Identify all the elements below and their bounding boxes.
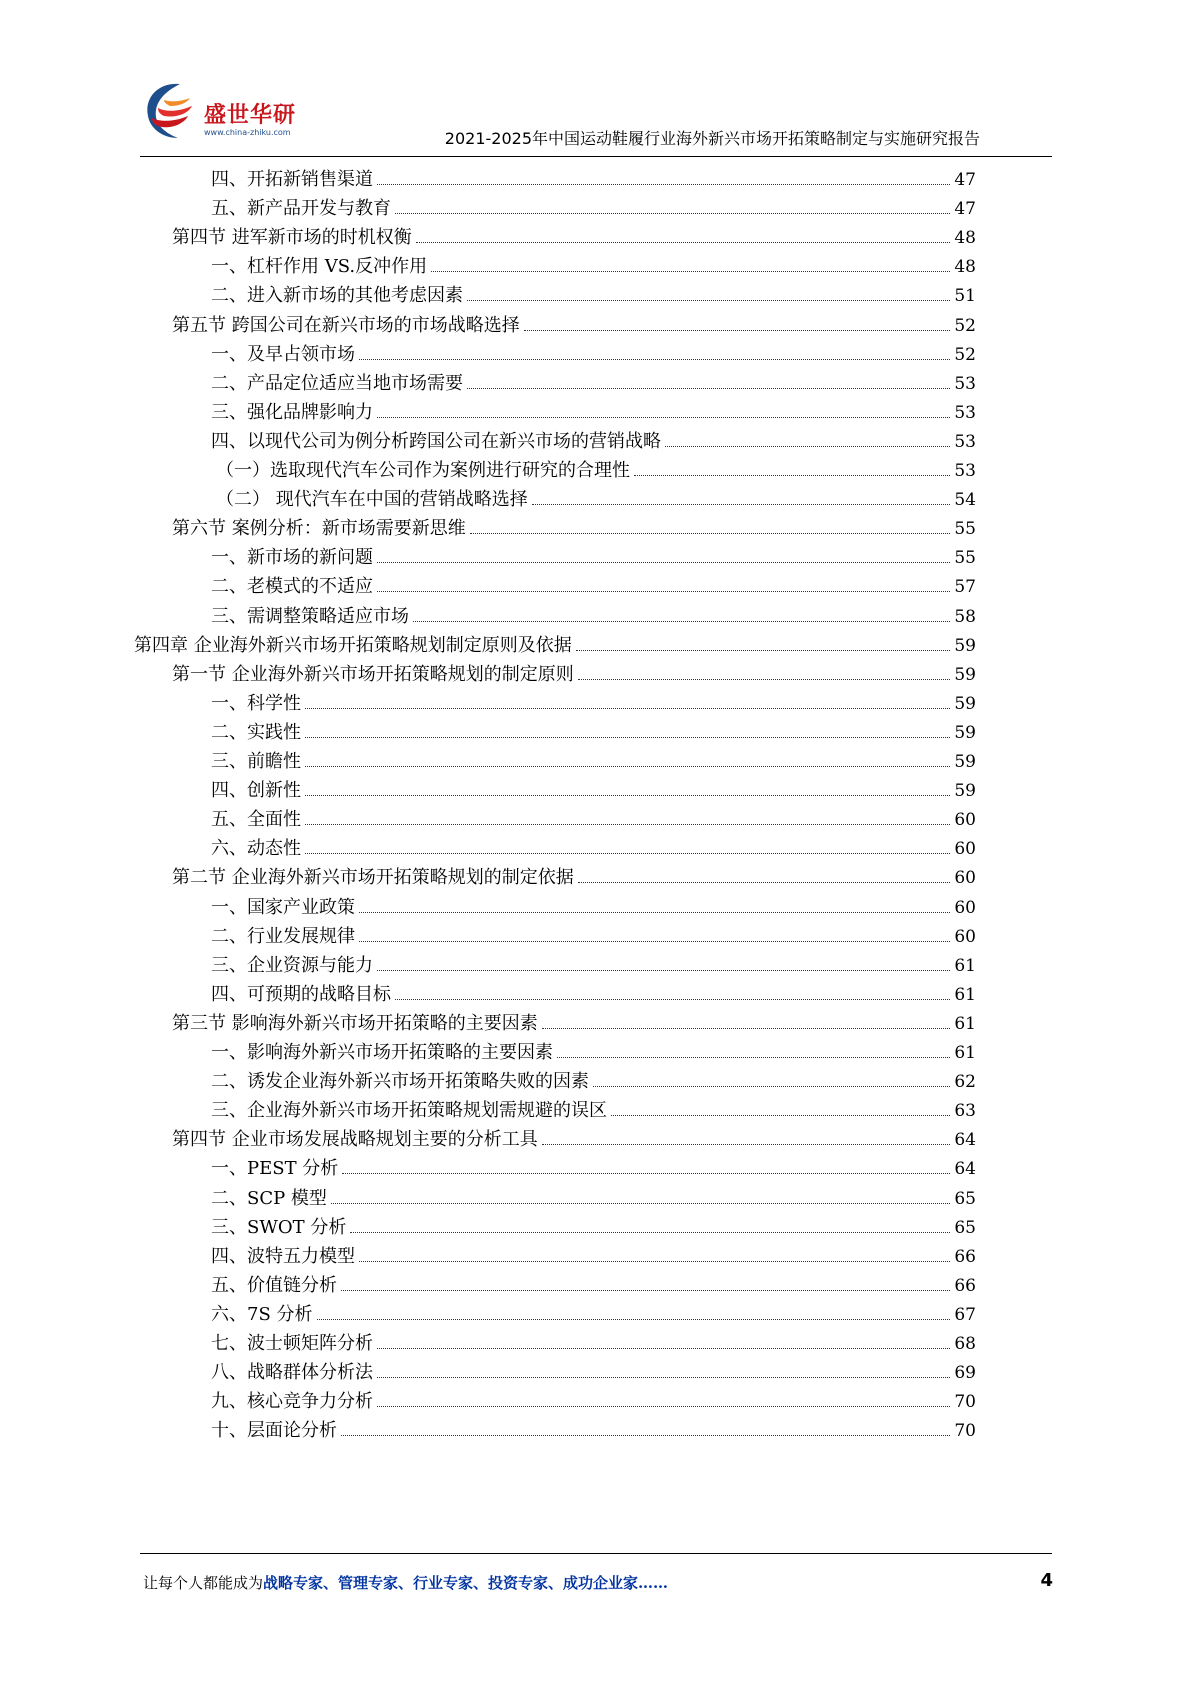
footer-divider xyxy=(140,1553,1052,1554)
toc-leader-dots xyxy=(431,271,950,272)
toc-entry[interactable] xyxy=(211,1033,976,1064)
toc-entry[interactable] xyxy=(211,276,976,307)
toc-entry-page: 47 xyxy=(954,170,976,190)
toc-leader-dots xyxy=(542,1028,951,1029)
toc-entry-page: 59 xyxy=(954,752,976,772)
toc-leader-dots xyxy=(359,1261,950,1262)
toc-entry[interactable] xyxy=(211,684,976,715)
toc-entry-label: 二、老模式的不适应 xyxy=(211,576,373,598)
toc-entry-page: 59 xyxy=(954,635,976,656)
toc-entry-label: 六、动态性 xyxy=(211,838,301,860)
toc-entry[interactable] xyxy=(216,451,976,482)
toc-leader-dots xyxy=(532,504,951,505)
toc-leader-dots xyxy=(305,766,950,767)
toc-entry-label: 第五节 跨国公司在新兴市场的市场战略选择 xyxy=(172,314,520,336)
toc-entry-label: 三、强化品牌影响力 xyxy=(211,401,373,423)
toc-leader-dots xyxy=(576,650,951,651)
toc-entry-label: 二、产品定位适应当地市场需要 xyxy=(211,372,463,394)
toc-entry-label: 四、开拓新销售渠道 xyxy=(211,169,373,190)
toc-entry[interactable] xyxy=(211,1208,976,1239)
toc-leader-dots xyxy=(359,941,950,942)
toc-entry[interactable] xyxy=(211,160,976,191)
toc-leader-dots xyxy=(377,970,950,971)
toc-entry[interactable] xyxy=(211,538,976,569)
toc-leader-dots xyxy=(665,446,950,447)
toc-entry[interactable] xyxy=(211,597,976,628)
toc-entry-label: 第一节 企业海外新兴市场开拓策略规划的制定原则 xyxy=(172,663,574,685)
toc-entry-label: 一、杠杆作用 VS.反冲作用 xyxy=(211,256,428,278)
toc-entry[interactable] xyxy=(211,917,976,948)
toc-leader-dots xyxy=(377,1377,950,1378)
toc-entry[interactable] xyxy=(211,742,976,773)
toc-entry-page: 55 xyxy=(954,519,976,540)
toc-entry[interactable] xyxy=(134,626,976,657)
toc-entry[interactable] xyxy=(211,1411,976,1442)
toc-entry-page: 70 xyxy=(954,1421,976,1442)
toc-entry-label: （二） 现代汽车在中国的营销战略选择 xyxy=(216,489,528,511)
toc-entry-page: 48 xyxy=(954,228,976,249)
toc-entry-page: 53 xyxy=(954,461,976,481)
toc-entry-label: 二、诱发企业海外新兴市场开拓策略失败的因素 xyxy=(211,1071,589,1093)
toc-entry-page: 59 xyxy=(954,722,976,743)
toc-entry-label: 第四章 企业海外新兴市场开拓策略规划制定原则及依据 xyxy=(134,634,572,656)
page-header xyxy=(140,78,1052,150)
toc-entry-label: 五、全面性 xyxy=(211,809,301,831)
toc-entry-label: 第六节 案例分析：新市场需要新思维 xyxy=(172,518,466,540)
toc-entry-page: 55 xyxy=(954,548,976,569)
toc-entry-page: 57 xyxy=(954,577,976,598)
toc-entry-label: 二、行业发展规律 xyxy=(211,925,355,947)
toc-entry[interactable] xyxy=(211,1237,976,1268)
toc-entry-page: 60 xyxy=(954,810,976,831)
toc-entry-label: 四、以现代公司为例分析跨国公司在新兴市场的营销战略 xyxy=(211,430,661,452)
toc-leader-dots xyxy=(341,1435,950,1436)
toc-entry-page: 53 xyxy=(954,431,976,452)
toc-entry[interactable] xyxy=(211,1266,976,1297)
toc-entry-label: 七、波士顿矩阵分析 xyxy=(211,1333,373,1354)
toc-entry-page: 59 xyxy=(954,693,976,714)
toc-entry-page: 61 xyxy=(954,955,976,976)
toc-entry-label: 四、创新性 xyxy=(211,780,301,802)
toc-leader-dots xyxy=(377,1406,950,1407)
toc-entry-page: 65 xyxy=(954,1188,976,1209)
toc-entry-label: 一、新市场的新问题 xyxy=(211,547,373,569)
toc-entry[interactable] xyxy=(172,1004,976,1035)
toc-entry-label: 四、波特五力模型 xyxy=(211,1245,355,1267)
toc-entry-page: 52 xyxy=(954,315,976,336)
toc-leader-dots xyxy=(470,533,951,534)
toc-entry[interactable] xyxy=(211,1062,976,1093)
toc-entry-label: 三、企业资源与能力 xyxy=(211,954,373,976)
toc-entry[interactable] xyxy=(211,247,976,278)
toc-entry-label: 一、科学性 xyxy=(211,692,301,714)
toc-entry-page: 68 xyxy=(954,1334,976,1354)
toc-leader-dots xyxy=(350,1232,950,1233)
toc-entry[interactable] xyxy=(211,946,976,977)
toc-leader-dots xyxy=(524,330,951,331)
toc-entry-label: 第二节 企业海外新兴市场开拓策略规划的制定依据 xyxy=(172,867,574,889)
toc-entry-page: 51 xyxy=(954,286,976,307)
toc-entry-page: 60 xyxy=(954,868,976,889)
slogan-highlight: 战略专家、管理专家、行业专家、投资专家、成功企业家…… xyxy=(263,1574,669,1592)
toc-entry-label: 二、进入新市场的其他考虑因素 xyxy=(211,285,463,307)
toc-entry[interactable] xyxy=(211,422,976,453)
toc-entry-label: 九、核心竞争力分析 xyxy=(211,1391,373,1413)
toc-entry-page: 53 xyxy=(954,402,976,423)
toc-leader-dots xyxy=(467,300,950,301)
toc-leader-dots xyxy=(578,679,951,680)
page-number: 4 xyxy=(1040,1570,1053,1591)
toc-leader-dots xyxy=(542,1144,951,1145)
toc-entry-label: 三、企业海外新兴市场开拓策略规划需规避的误区 xyxy=(211,1100,607,1122)
toc-entry-page: 52 xyxy=(954,344,976,365)
toc-leader-dots xyxy=(377,562,950,563)
toc-entry-page: 54 xyxy=(954,490,976,511)
toc-entry[interactable] xyxy=(211,713,976,744)
toc-entry-label: 三、需调整策略适应市场 xyxy=(211,605,409,627)
toc-entry-page: 63 xyxy=(954,1101,976,1122)
toc-entry[interactable] xyxy=(211,567,976,598)
toc-entry-page: 58 xyxy=(954,606,976,627)
toc-leader-dots xyxy=(611,1115,950,1116)
toc-entry-page: 61 xyxy=(954,1043,976,1063)
toc-entry[interactable] xyxy=(216,480,976,511)
toc-leader-dots xyxy=(416,242,951,243)
toc-entry-label: 一、国家产业政策 xyxy=(211,896,355,918)
toc-entry-page: 61 xyxy=(954,984,976,1005)
toc-entry[interactable] xyxy=(211,829,976,860)
toc-entry[interactable] xyxy=(172,1120,976,1151)
toc-entry[interactable] xyxy=(211,189,976,220)
toc-entry[interactable] xyxy=(211,1382,976,1413)
toc-entry-label: 五、新产品开发与教育 xyxy=(211,198,391,220)
company-logo xyxy=(140,78,310,144)
toc-entry[interactable] xyxy=(211,975,976,1006)
toc-entry-page: 60 xyxy=(954,926,976,947)
toc-entry-page: 70 xyxy=(954,1392,976,1413)
toc-entry-label: 三、前瞻性 xyxy=(211,751,301,772)
toc-entry-label: 二、实践性 xyxy=(211,721,301,743)
toc-entry-page: 67 xyxy=(954,1304,976,1325)
toc-entry-page: 65 xyxy=(954,1217,976,1238)
toc-leader-dots xyxy=(317,1319,951,1320)
toc-entry-page: 62 xyxy=(954,1072,976,1093)
toc-entry-label: 三、SWOT 分析 xyxy=(211,1216,347,1238)
toc-entry-page: 66 xyxy=(954,1275,976,1296)
toc-leader-dots xyxy=(359,912,950,913)
toc-entry-label: 第四节 企业市场发展战略规划主要的分析工具 xyxy=(172,1129,538,1151)
toc-leader-dots xyxy=(341,1290,950,1291)
toc-entry-page: 59 xyxy=(954,664,976,685)
toc-entry-page: 61 xyxy=(954,1013,976,1034)
toc-leader-dots xyxy=(377,1348,950,1349)
toc-entry-page: 69 xyxy=(954,1363,976,1384)
toc-entry[interactable] xyxy=(211,1149,976,1180)
toc-entry[interactable] xyxy=(211,1353,976,1384)
toc-entry-page: 59 xyxy=(954,781,976,802)
toc-entry-label: 一、及早占领市场 xyxy=(211,343,355,365)
footer-slogan xyxy=(143,1572,668,1593)
toc-entry-page: 66 xyxy=(954,1246,976,1267)
toc-entry[interactable] xyxy=(172,655,976,686)
toc-entry-label: 六、7S 分析 xyxy=(211,1303,313,1325)
toc-entry-label: 一、PEST 分析 xyxy=(211,1158,339,1180)
toc-entry-page: 64 xyxy=(954,1159,976,1180)
toc-leader-dots xyxy=(331,1203,950,1204)
toc-leader-dots xyxy=(305,824,950,825)
header-divider xyxy=(140,156,1052,157)
toc-leader-dots xyxy=(578,882,951,883)
toc-entry[interactable] xyxy=(172,858,976,889)
toc-entry[interactable] xyxy=(211,1324,976,1355)
toc-entry[interactable] xyxy=(211,393,976,424)
toc-leader-dots xyxy=(377,417,950,418)
toc-entry-page: 48 xyxy=(954,257,976,278)
slogan-prefix: 让每个人都能成为 xyxy=(143,1574,264,1592)
toc-leader-dots xyxy=(395,213,950,214)
logo-swirl-icon xyxy=(140,78,204,144)
toc-leader-dots xyxy=(413,621,950,622)
toc-entry-page: 60 xyxy=(954,839,976,860)
toc-leader-dots xyxy=(395,999,950,1000)
toc-entry-label: 八、战略群体分析法 xyxy=(211,1362,373,1384)
toc-entry-label: 十、层面论分析 xyxy=(211,1420,337,1442)
toc-entry[interactable] xyxy=(172,218,976,249)
toc-leader-dots xyxy=(634,475,950,476)
report-title: 2021-2025年中国运动鞋履行业海外新兴市场开拓策略制定与实施研究报告 xyxy=(444,129,980,148)
toc-entry[interactable] xyxy=(211,364,976,395)
toc-entry-page: 47 xyxy=(954,199,976,220)
toc-leader-dots xyxy=(305,795,950,796)
toc-leader-dots xyxy=(305,737,950,738)
toc-entry-page: 53 xyxy=(954,373,976,394)
toc-leader-dots xyxy=(359,359,950,360)
logo-text: 盛世华研 xyxy=(204,103,297,128)
toc-entry-label: 四、可预期的战略目标 xyxy=(211,983,391,1005)
toc-leader-dots xyxy=(557,1057,950,1058)
toc-leader-dots xyxy=(342,1173,950,1174)
toc-entry[interactable] xyxy=(211,1091,976,1122)
toc-entry-label: 一、影响海外新兴市场开拓策略的主要因素 xyxy=(211,1042,553,1063)
toc-entry-page: 64 xyxy=(954,1130,976,1151)
toc-entry-page: 60 xyxy=(954,897,976,918)
toc-entry[interactable] xyxy=(211,335,976,366)
toc-entry[interactable] xyxy=(172,509,976,540)
toc-entry[interactable] xyxy=(211,800,976,831)
toc-leader-dots xyxy=(305,853,950,854)
toc-leader-dots xyxy=(305,708,950,709)
toc-leader-dots xyxy=(593,1086,950,1087)
toc-leader-dots xyxy=(377,591,950,592)
toc-entry[interactable] xyxy=(172,306,976,337)
toc-entry-label: （一）选取现代汽车公司作为案例进行研究的合理性 xyxy=(216,460,630,481)
toc-entry-label: 第三节 影响海外新兴市场开拓策略的主要因素 xyxy=(172,1012,538,1034)
toc-entry-label: 第四节 进军新市场的时机权衡 xyxy=(172,227,412,249)
toc-entry[interactable] xyxy=(211,888,976,919)
toc-entry-label: 二、SCP 模型 xyxy=(211,1187,327,1209)
toc-leader-dots xyxy=(377,184,950,185)
logo-url: www.china-zhiku.com xyxy=(204,128,291,137)
toc-entry[interactable] xyxy=(211,1295,976,1326)
toc-leader-dots xyxy=(467,388,950,389)
toc-entry[interactable] xyxy=(211,771,976,802)
toc-entry-label: 五、价值链分析 xyxy=(211,1274,337,1296)
toc-entry[interactable] xyxy=(211,1179,976,1210)
